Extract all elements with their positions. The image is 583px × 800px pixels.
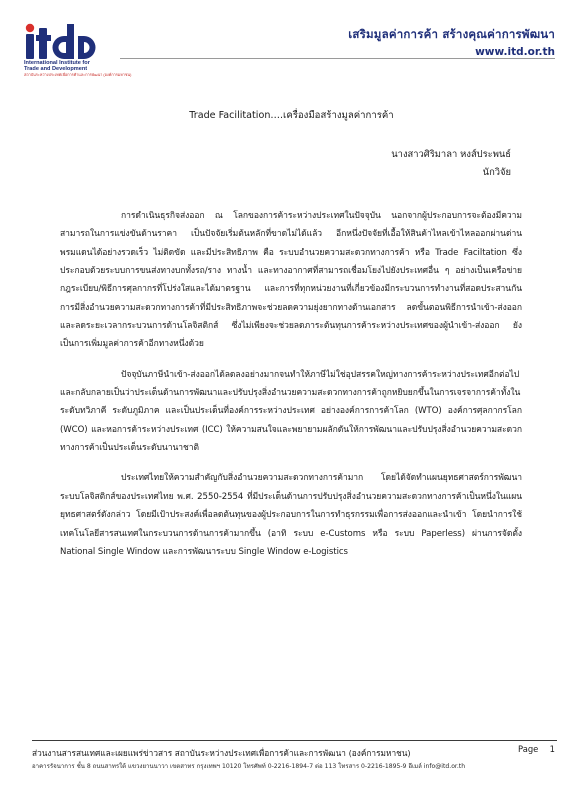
paragraph: ปัจจุบันภาษีนำเข้า-ส่งออกได้ลดลงอย่างมากจนทำให้ภาษีไม่ใช่อุปสรรคใหญ่ทางการค้าระหว่างประเทศอีกต่อไป และกลับกลายเป็นว่าประเด็นด้านการพัฒนาและปรับปรุงสิ่งอำนวยความสะดวกทางการค้าถูกหยิบยกขึ้นในการเจรจาการค้าทั้งในระดับทวิภาคี ระดับภูมิภาค และเป็นประเด็นที่องค์การระหว่างประเทศ อย่างองค์การการค้าโลก (WTO) องค์การศุลกากรโลก (WCO) และหอการค้าระหว่างประเทศ (ICC) ให้ความสนใจและพยายามผลักดันให้การพัฒนาและปรับปรุงสิ่งอำนวยความสะดวกทางการค้าเป็นประเด็นระดับนานาชาติ (60, 369, 522, 454)
page-label: Page (518, 744, 539, 754)
footer-address: อาคารรัจนาการ ชั้น 8 ถนนสาทรใต้ แขวงยานนาวา เขตสาทร กรุงเทพฯ 10120 โทรศัพท์ 0-2216-1894-7 ต่อ 113 โทรสาร 0-2216-1895-9 อีเมล์ info@itd.or.th (32, 763, 466, 770)
footer-org: ส่วนงานสารสนเทศและเผยแพร่ข่าวสาร สถาบันระหว่างประเทศเพื่อการค้าและการพัฒนา (องค์การมหาชน) (32, 748, 411, 758)
page-number-value: 1 (549, 744, 555, 754)
website-link[interactable]: www.itd.or.th (475, 46, 555, 58)
footer-divider (32, 740, 557, 741)
logo-tagline-thai: สถาบันระหว่างประเทศเพื่อการค้าและการพัฒนา (องค์การมหาชน) (24, 72, 132, 77)
document-body (60, 207, 522, 561)
page-number (518, 744, 555, 754)
author-block (391, 146, 511, 182)
header-slogan-block (348, 26, 555, 58)
paragraph: ประเทศไทยให้ความสำคัญกับสิ่งอำนวยความสะดวกทางการค้ามาก โดยได้จัดทำแผนยุทธศาสตร์การพัฒนาระบบโลจิสติกส์ของประเทศไทย พ.ศ. 2550-2554 ที่มีประเด็นด้านการปรับปรุงสิ่งอำนวยความสะดวกทางการค้าเป็นหนึ่งในแผนยุทธศาสตร์ดังกล่าว โดยมีเป้าประสงค์เพื่อลดต้นทุนของผู้ประกอบการในการทำธุรกรรมเพื่อการส่งออกและนำเข้า โดยนำการใช้เทคโนโลยีสารสนเทศในกระบวนการด้านการค้ามากขึ้น (อาทิ ระบบ e-Customs หรือ ระบบ Paperless) ผ่านการจัดตั้ง National Single Window และการพัฒนาระบบ Single Window e-Logistics (60, 473, 522, 557)
itd-logo (22, 22, 132, 88)
author-role: นักวิจัย (482, 167, 511, 178)
itd-logo-icon (22, 22, 100, 62)
page-header (0, 0, 583, 100)
logo-tagline-line1: International Institute for (24, 60, 90, 66)
document-title: Trade Facilitation….เครื่องมือสร้างมูลค่าการค้า (189, 110, 394, 121)
paragraph: การดำเนินธุรกิจส่งออก ณ โลกของการค้าระหว่างประเทศในปัจจุบัน นอกจากผู้ประกอบการจะต้องมีความสามารถในการแข่งขันด้านราคา เป็นปัจจัยเริ่มต้นหลักที่ขาดไม่ได้แล้ว อีกหนึ่งปัจจัยที่เอื้อให้สินค้าไหลเข้าไหลออกผ่านด่านพรมแดนได้อย่างรวดเร็ว ไม่ติดขัด และมีประสิทธิภาพ คือ ระบบอำนวยความสะดวกทางการค้า หรือ Trade Faciltation ซึ่งประกอบด้วยระบบการขนส่งทางบกทั้งรถ/ราง ทางน้ำ และทางอากาศที่สามารถเชื่อมโยงไปยังประเทศอื่น ๆ อย่างเป็นเครือข่าย กฎระเบียบ/พิธีการศุลกากรที่โปร่งใสและได้มาตรฐาน และการที่ทุกหน่วยงานที่เกี่ยวข้องมีกระบวนการทำงานที่สอดประสานกัน การมีสิ่งอำนวยความสะดวกทางการค้าที่มีประสิทธิภาพจะช่วยลดความยุ่งยากทางด้านเอกสาร ลดขั้นตอนพิธีการนำเข้า-ส่งออก และลดระยะเวลากระบวนการด้านโลจิสติกส์ ซึ่งไม่เพียงจะช่วยลดภาระต้นทุนการค้าระหว่างประเทศของผู้นำเข้า-ส่งออก ยังเป็นการเพิ่มมูลค่าการค้าอีกทางหนึ่งด้วย (60, 211, 522, 350)
logo-tagline (24, 60, 132, 78)
logo-tagline-line2: Trade and Development (24, 66, 88, 73)
header-divider (120, 58, 555, 59)
author-name: นางสาวศิริมาลา หงส์ประพนธ์ (391, 149, 511, 160)
slogan: เสริมมูลค่าการค้า สร้างคุณค่าการพัฒนา (348, 27, 555, 41)
